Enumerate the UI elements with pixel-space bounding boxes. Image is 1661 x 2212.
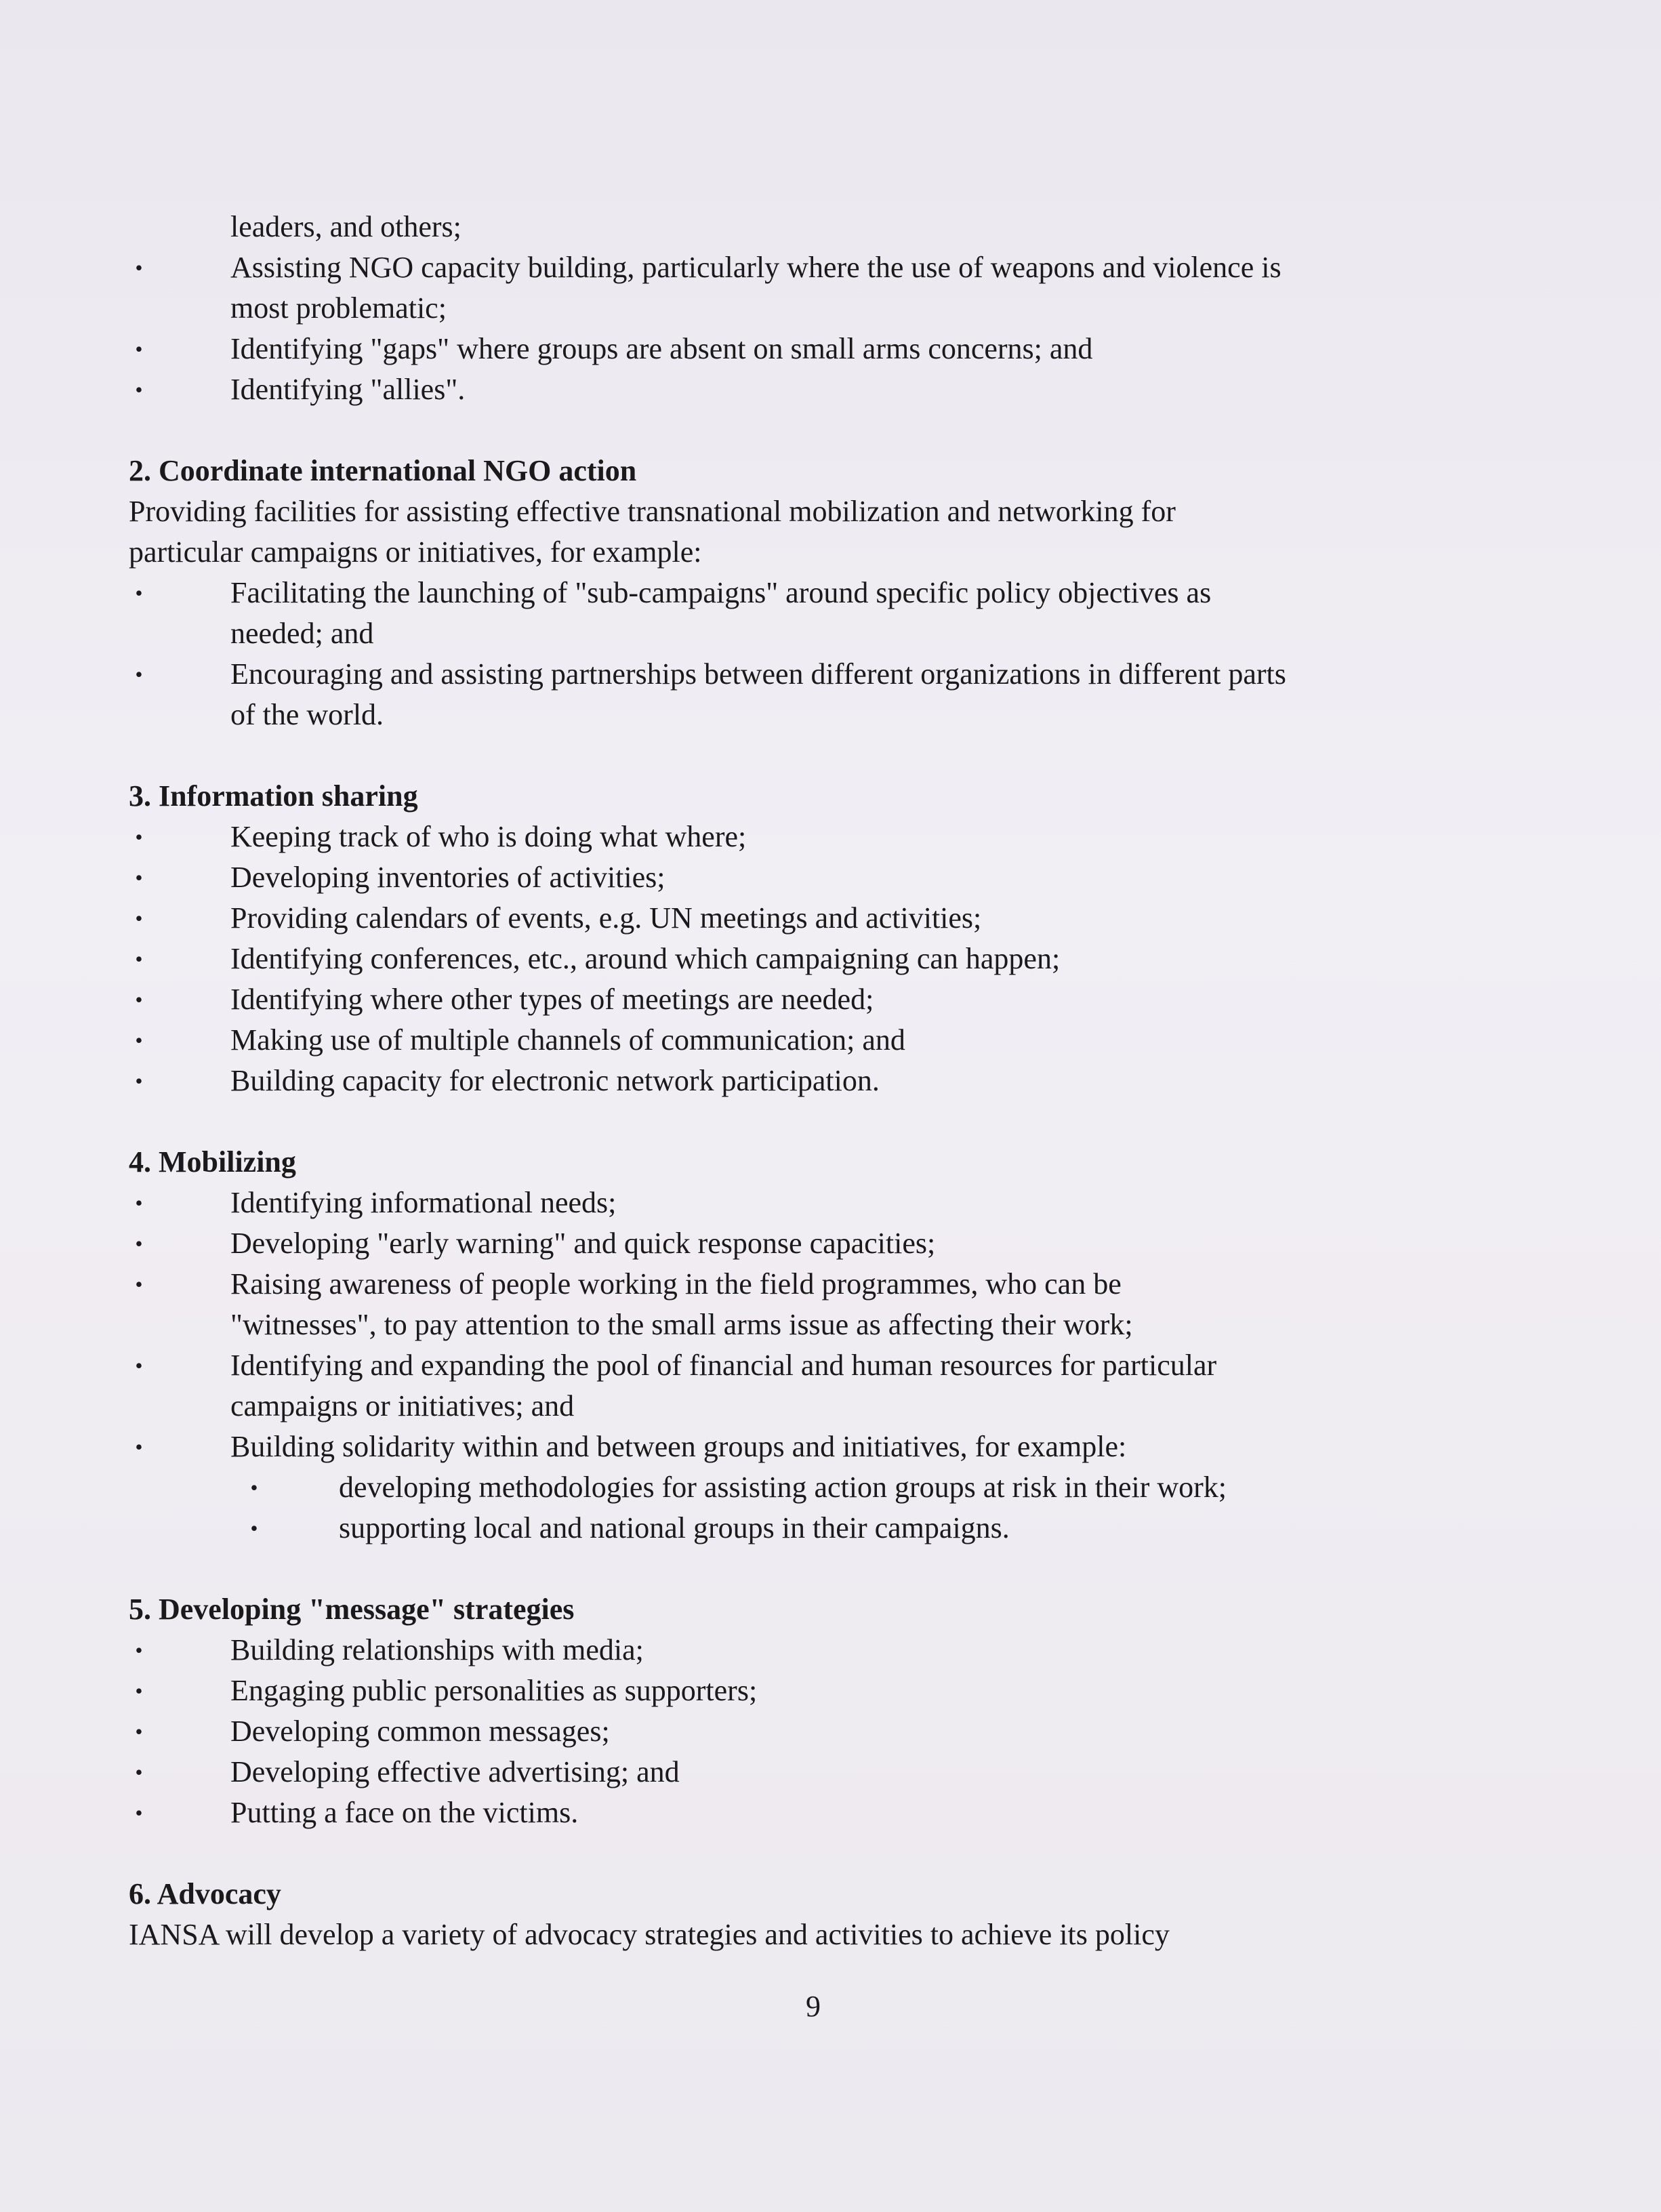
section-heading: 2. Coordinate international NGO action — [129, 454, 637, 487]
text-line: needed; and — [230, 617, 374, 650]
bullet-icon: • — [135, 947, 143, 971]
list-item: • Facilitating the launching of "sub-campaigns" around specific policy objectives as — [129, 573, 1484, 613]
list-item: • Assisting NGO capacity building, particularly where the use of weapons and violence is — [129, 247, 1484, 288]
bullet-icon: • — [135, 1353, 143, 1378]
list-item: • Building capacity for electronic network participation. — [129, 1061, 1484, 1101]
bullet-icon: • — [135, 1069, 143, 1093]
bullet-icon: • — [250, 1475, 258, 1500]
list-item: • Identifying "gaps" where groups are absent on small arms concerns; and — [129, 329, 1484, 369]
text-line: of the world. — [230, 698, 384, 731]
list-item: • Developing common messages; — [129, 1711, 1484, 1752]
text-line: most problematic; — [230, 291, 447, 325]
bullet-icon: • — [135, 377, 143, 402]
paragraph-line: Providing facilities for assisting effective transnational mobilization and networking for — [129, 495, 1176, 528]
paragraph-line: particular campaigns or initiatives, for example: — [129, 535, 702, 569]
list-item: • Identifying "allies". — [129, 369, 1484, 410]
list-item: • Identifying and expanding the pool of financial and human resources for particular — [129, 1345, 1484, 1386]
section-heading: 6. Advocacy — [129, 1877, 281, 1910]
list-item: • Identifying where other types of meetings are needed; — [129, 979, 1484, 1020]
bullet-icon: • — [135, 1801, 143, 1825]
list-item: • Building relationships with media; — [129, 1630, 1484, 1671]
bullet-icon: • — [135, 1719, 143, 1744]
bullet-icon: • — [135, 825, 143, 849]
bullet-icon: • — [135, 1638, 143, 1662]
bullet-icon: • — [250, 1516, 258, 1540]
bullet-icon: • — [135, 906, 143, 930]
list-item: • Identifying informational needs; — [129, 1183, 1484, 1223]
list-item: • Developing inventories of activities; — [129, 857, 1484, 898]
document-body — [129, 207, 1484, 1955]
section-heading: 4. Mobilizing — [129, 1145, 296, 1179]
section-heading: 5. Developing "message" strategies — [129, 1593, 575, 1626]
bullet-icon: • — [135, 337, 143, 361]
bullet-icon: • — [135, 1272, 143, 1296]
bullet-icon: • — [135, 1760, 143, 1784]
bullet-icon: • — [135, 581, 143, 605]
bullet-icon: • — [135, 1191, 143, 1215]
list-item: • Encouraging and assisting partnerships between different organizations in different parts — [129, 654, 1484, 695]
sub-list-item: • developing methodologies for assisting action groups at risk in their work; — [129, 1467, 1484, 1508]
list-item: • Keeping track of who is doing what where; — [129, 817, 1484, 857]
bullet-icon: • — [135, 1435, 143, 1459]
list-item: • Engaging public personalities as supporters; — [129, 1671, 1484, 1711]
bullet-icon: • — [135, 987, 143, 1012]
text-line: "witnesses", to pay attention to the small arms issue as affecting their work; — [230, 1308, 1133, 1341]
list-item: • Developing "early warning" and quick response capacities; — [129, 1223, 1484, 1264]
list-item: • Developing effective advertising; and — [129, 1752, 1484, 1793]
bullet-icon: • — [135, 255, 143, 280]
bullet-icon: • — [135, 1028, 143, 1052]
bullet-icon: • — [135, 865, 143, 890]
paragraph-line: IANSA will develop a variety of advocacy strategies and activities to achieve its policy — [129, 1918, 1170, 1951]
bullet-icon: • — [135, 1231, 143, 1256]
list-item: • Providing calendars of events, e.g. UN meetings and activities; — [129, 898, 1484, 939]
text-line: leaders, and others; — [230, 210, 462, 243]
bullet-icon: • — [135, 662, 143, 687]
bullet-icon: • — [135, 1679, 143, 1703]
list-item: • Raising awareness of people working in the field programmes, who can be — [129, 1264, 1484, 1305]
list-item: • Building solidarity within and between groups and initiatives, for example: — [129, 1427, 1484, 1467]
page-number: 9 — [806, 1990, 821, 2023]
list-item: • Putting a face on the victims. — [129, 1793, 1484, 1833]
sub-list-item: • supporting local and national groups in their campaigns. — [129, 1508, 1484, 1549]
section-heading: 3. Information sharing — [129, 779, 418, 813]
text-line: campaigns or initiatives; and — [230, 1389, 575, 1422]
list-item: • Making use of multiple channels of communication; and — [129, 1020, 1484, 1061]
list-item: • Identifying conferences, etc., around which campaigning can happen; — [129, 939, 1484, 979]
